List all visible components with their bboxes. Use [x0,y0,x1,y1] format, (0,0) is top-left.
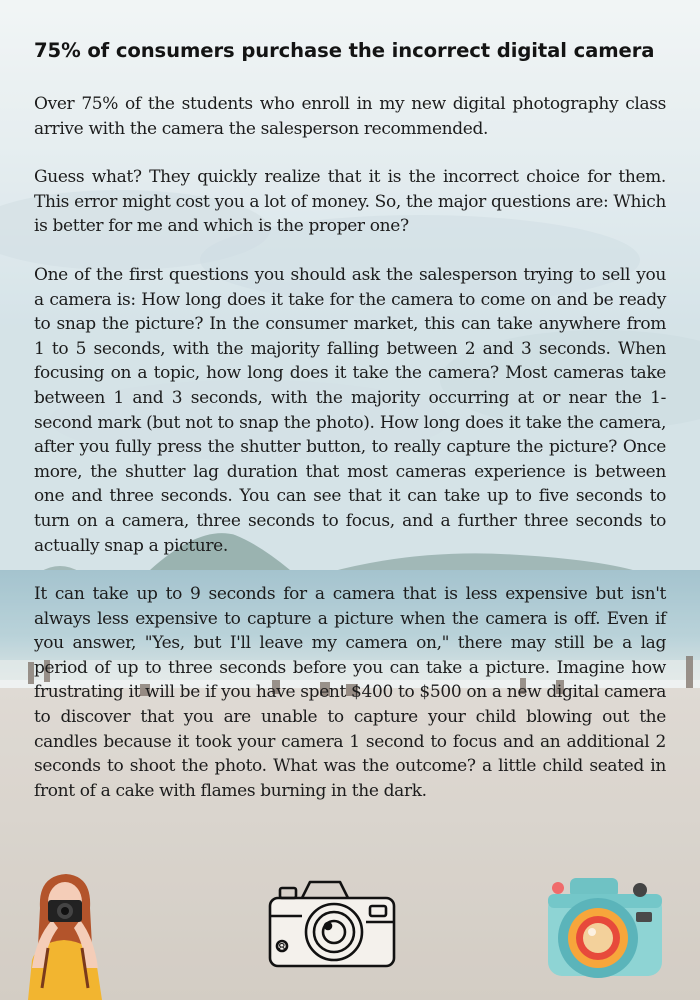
teal-camera-icon [540,868,668,986]
paragraph-2: Guess what? They quickly realize that it is the incorrect choice for them. This error might cost you a lot of money. So, the major questions are: Which is better for me and which is the proper one? [34,167,666,237]
woman-photographer-icon [18,868,110,1000]
article-title: 75% of consumers purchase the incorrect digital camera [34,39,655,62]
svg-text:8: 8 [278,941,286,955]
paragraph-4: It can take up to 9 seconds for a camera that is less expensive but isn't always less expensive to capture a picture when the camera is off. Even if you answer, "Yes, but I'll leave my camera on," there may still be a lag period of up to three seconds before you can take a picture. Imagine how frustrating it will be if you have spent $400 to $500 on a new digital camera to discover that you are unable to capture your child blowing out the candles because it took your camera 1 second to focus and an additional 2 seconds to shoot the photo. What was the outcome? a little child seated in front of a cake with flames burning in the dark. [34,584,666,801]
line-art-camera-icon [266,872,398,972]
paragraph-1: Over 75% of the students who enroll in my new digital photography class arrive with the camera the salesperson recommended. [34,94,666,139]
article [34,38,666,827]
paragraph-3: One of the first questions you should ask the salesperson trying to sell you a camera is: How long does it take for the camera to come on and be ready to snap the picture? In the consumer market, this can take anywhere from 1 to 5 seconds, with the majority falling between 2 and 3 seconds. When focusing on a topic, how long does it take the camera? Most cameras take between 1 and 3 seconds, with the majority occurring at or near the 1-second mark (but not to snap the photo). How long does it take the camera, after you fully press the shutter button, to really capture the picture? Once more, the shutter lag duration that most cameras experience is between one and three seconds. You can see that it can take up to five seconds to turn on a camera, three seconds to focus, and a further three seconds to actually snap a picture. [34,264,666,556]
